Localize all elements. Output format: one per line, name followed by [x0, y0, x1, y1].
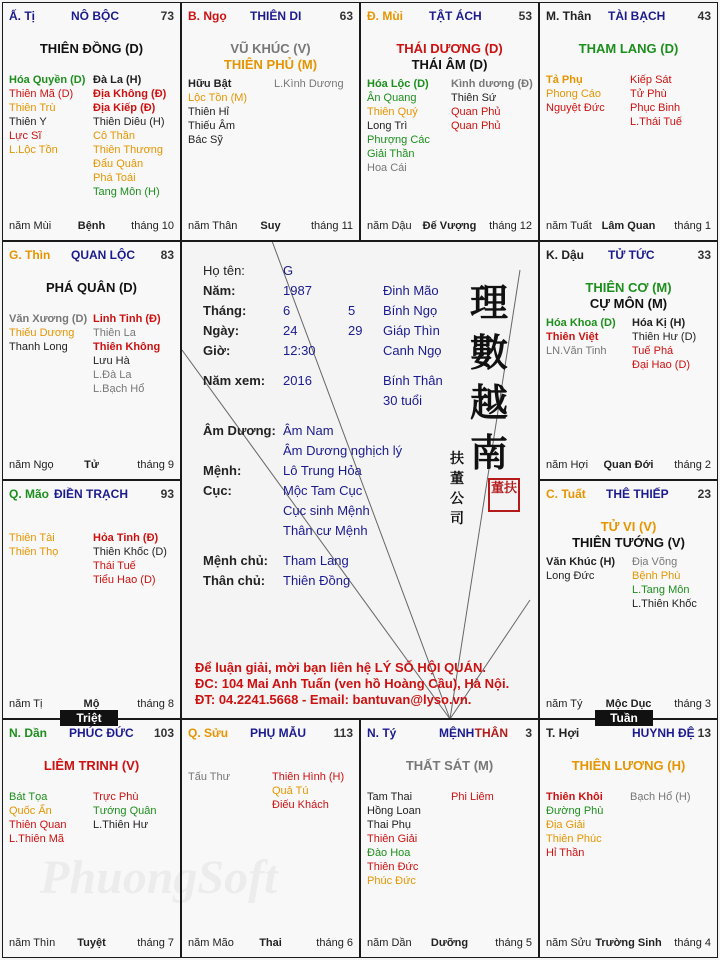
palace-position: M. Thân: [546, 9, 592, 23]
star-item: Hỏa Tinh (Đ): [93, 532, 159, 544]
palace-stage: Mộ: [83, 698, 100, 710]
palace-header: [9, 726, 174, 742]
star-item: Thiếu Dương: [9, 327, 75, 339]
star-item: Lực Sĩ: [9, 130, 42, 142]
star-item: Thiên Khôi: [546, 791, 603, 803]
palace-year: năm Tị: [9, 698, 43, 710]
star-item: Trực Phù: [93, 791, 139, 803]
palace-cell: [360, 719, 539, 958]
star-item: L.Thiên Khốc: [632, 598, 697, 610]
palace-year: năm Thân: [188, 220, 238, 232]
star-item: Hồng Loan: [367, 805, 421, 817]
nam-xem-value: 2016: [283, 373, 312, 388]
main-star: PHÁ QUÂN (D): [46, 280, 137, 295]
star-item: LN.Văn Tinh: [546, 345, 607, 357]
gio-can-chi: Canh Ngọ: [383, 343, 442, 358]
star-item: Bác Sỹ: [188, 134, 223, 146]
palace-month: tháng 9: [137, 459, 174, 471]
star-item: Đào Hoa: [367, 847, 411, 859]
palace-header: [546, 9, 711, 25]
calligraphy-small-3: 公: [450, 491, 464, 507]
palace-age: 13: [697, 726, 711, 740]
palace-age: 93: [160, 487, 174, 501]
left-star-list: [367, 790, 421, 888]
palace-stage: Mộc Dục: [605, 698, 652, 710]
star-item: Thiên Sứ: [451, 92, 497, 104]
thang-am-value: 5: [348, 303, 356, 318]
star-item: Đẩu Quân: [93, 158, 144, 170]
right-star-list: [630, 790, 691, 804]
star-item: Thiên Thọ: [9, 546, 59, 558]
star-item: Tử Phù: [630, 88, 667, 100]
star-item: Thiên Diêu (H): [93, 116, 165, 128]
palace-position: B. Ngọ: [188, 9, 227, 23]
than-chu-label: Thân chủ:: [203, 573, 266, 588]
star-item: L.Kình Dương: [274, 78, 344, 90]
star-item: Long Trì: [367, 120, 408, 132]
right-star-list: [93, 531, 167, 587]
palace-stage: Quan Đới: [603, 459, 654, 471]
palace-cell: [2, 2, 181, 241]
palace-name: NÔ BỘC: [71, 9, 119, 23]
palace-month: tháng 7: [137, 937, 174, 949]
palace-month: tháng 6: [316, 937, 353, 949]
left-star-list: [367, 77, 430, 175]
star-item: Thanh Long: [9, 341, 68, 353]
than-marker: THÂN: [474, 726, 508, 740]
palace-age: 33: [697, 248, 711, 262]
star-item: Tiểu Hao (D): [93, 574, 156, 586]
ho-ten-label: Họ tên:: [203, 263, 245, 278]
star-item: Hỉ Thần: [546, 847, 585, 859]
star-item: Thiên Khốc (D): [93, 546, 167, 558]
palace-position: G. Thìn: [9, 248, 51, 262]
star-item: Thiên La: [93, 327, 136, 339]
palace-stage: Lâm Quan: [601, 220, 656, 232]
palace-position: Q. Mão: [9, 487, 50, 501]
am-duong-value: Âm Nam: [283, 423, 334, 438]
palace-month: tháng 2: [674, 459, 711, 471]
palace-stage: Suy: [260, 220, 281, 232]
star-item: Giải Thần: [367, 148, 415, 160]
star-item: Thiên Không: [93, 341, 161, 353]
palace-month: tháng 10: [131, 220, 174, 232]
right-star-list: [272, 770, 344, 812]
palace-stage: Đế Vượng: [422, 220, 477, 232]
left-star-list: [546, 555, 615, 583]
palace-name: QUAN LỘC: [71, 248, 135, 262]
nam-value: 1987: [283, 283, 312, 298]
palace-year: năm Dậu: [367, 220, 412, 232]
palace-month: tháng 1: [674, 220, 711, 232]
star-item: Thiếu Âm: [188, 120, 236, 132]
palace-age: 23: [697, 487, 711, 501]
palace-name: ĐIỀN TRẠCH: [54, 487, 128, 501]
palace-age: 103: [153, 726, 174, 740]
star-item: Phá Toái: [93, 172, 136, 184]
star-item: Bạch Hổ (H): [630, 791, 691, 803]
star-item: Lưu Hà: [93, 355, 130, 367]
star-item: Thiên Quan: [9, 819, 67, 831]
star-item: Địa Kiếp (Đ): [93, 102, 156, 114]
star-item: Quan Phủ: [451, 120, 501, 132]
star-item: Thiên Việt: [546, 331, 599, 343]
than-chu-value: Thiên Đồng: [283, 573, 351, 588]
left-star-list: [9, 531, 58, 559]
main-star: CỰ MÔN (M): [589, 296, 668, 311]
palace-age: 73: [160, 9, 174, 23]
star-item: Linh Tinh (Đ): [93, 313, 161, 325]
left-star-list: [546, 316, 616, 358]
main-star: THIÊN ĐỒNG (D): [39, 41, 144, 56]
menh-chu-value: Tham Lang: [283, 553, 349, 568]
main-star: TỬ VI (V): [600, 519, 657, 534]
cuc-value: Mộc Tam Cục: [283, 483, 363, 498]
star-item: Hoa Cái: [367, 162, 407, 174]
star-item: L.Thiên Mã: [9, 833, 65, 845]
palace-month: tháng 4: [674, 937, 711, 949]
palace-footer: [367, 937, 532, 951]
star-item: Tướng Quân: [93, 805, 157, 817]
star-item: Tuế Phá: [632, 345, 674, 357]
star-item: Thiên Trù: [9, 102, 56, 114]
palace-month: tháng 11: [310, 220, 353, 232]
star-item: Thiên Hình (H): [272, 771, 345, 783]
calligraphy-small-2: 董: [450, 471, 464, 487]
cuc-label: Cục:: [203, 483, 232, 498]
palace-name: THÊ THIẾP: [606, 487, 669, 501]
star-item: L.Thái Tuế: [630, 116, 682, 128]
star-item: Địa Không (Đ): [93, 88, 167, 100]
right-star-list: [93, 312, 161, 396]
palace-age: 3: [525, 726, 532, 740]
star-item: Phi Liêm: [451, 791, 494, 803]
left-star-list: [546, 790, 603, 860]
main-star: THIÊN PHỦ (M): [223, 57, 318, 72]
watermark-text: PhuongSoft: [40, 851, 278, 904]
palace-cell: [181, 719, 360, 958]
star-item: Thiên Tài: [9, 532, 55, 544]
gio-value: 12:30: [283, 343, 316, 358]
star-item: Thiên Hư (D): [632, 331, 697, 343]
palace-month: tháng 5: [495, 937, 532, 949]
contact-line-3: ĐT: 04.2241.5668 - Email: bantuvan@lyso.vn.: [195, 692, 472, 707]
star-item: Hữu Bật: [188, 78, 232, 90]
star-item: Đà La (H): [93, 74, 142, 86]
nam-xem-can-chi: Bính Thân: [383, 373, 443, 388]
palace-month: tháng 12: [489, 220, 532, 232]
star-item: Văn Khúc (H): [546, 556, 616, 568]
star-item: Thiên Quý: [367, 106, 418, 118]
left-star-list: [188, 770, 230, 784]
main-star: THÁI DƯƠNG (D): [396, 41, 503, 56]
tuoi-value: 30 tuổi: [383, 393, 423, 408]
palace-footer: [546, 220, 711, 234]
palace-year: năm Mùi: [9, 220, 52, 232]
star-item: Cô Thần: [93, 130, 135, 142]
star-item: Phong Cáo: [546, 88, 602, 100]
left-star-list: [9, 790, 66, 846]
palace-stage: Trường Sinh: [595, 937, 662, 949]
palace-position: N. Dần: [9, 726, 48, 740]
palace-name: HUYNH ĐỆ: [632, 726, 695, 740]
ngay-label: Ngày:: [203, 323, 240, 338]
right-star-list: [630, 73, 682, 129]
palace-footer: [546, 459, 711, 473]
cuc-note-1: Cục sinh Mệnh: [283, 503, 370, 518]
menh-value: Lô Trung Hỏa: [283, 463, 362, 478]
right-star-list: [632, 316, 696, 372]
star-item: Quốc Ấn: [9, 805, 52, 817]
star-item: Văn Xương (D): [9, 313, 88, 325]
thang-can-chi: Bính Ngọ: [383, 303, 438, 318]
star-item: Hóa Kị (H): [632, 317, 686, 329]
right-star-list: [632, 555, 697, 611]
star-item: Tả Phụ: [546, 74, 583, 86]
palace-year: năm Tuất: [546, 220, 592, 232]
palace-header: [546, 248, 711, 264]
star-item: L.Đà La: [93, 369, 132, 381]
seal-stamp: 董扶: [488, 478, 520, 512]
palace-position: N. Tý: [367, 726, 397, 740]
star-item: Thiên Hỉ: [188, 106, 229, 118]
palace-name: TÀI BẠCH: [608, 9, 666, 23]
star-item: Phục Binh: [630, 102, 681, 114]
star-item: Thiên Y: [9, 116, 47, 128]
palace-name: TỬ TỨC: [608, 248, 655, 262]
star-item: Hóa Khoa (D): [546, 317, 616, 329]
palace-header: [188, 726, 353, 742]
am-duong-note: Âm Dương nghịch lý: [283, 443, 403, 458]
palace-footer: [9, 937, 174, 951]
palace-stage: Tuyệt: [77, 937, 106, 949]
star-item: L.Thiên Hư: [93, 819, 149, 831]
palace-cell: [2, 241, 181, 480]
right-star-list: [451, 790, 494, 804]
calligraphy-char-1: 理: [470, 280, 509, 325]
calligraphy-char-2: 數: [470, 330, 509, 375]
main-star: THIÊN TƯỚNG (V): [572, 535, 685, 550]
palace-stage: Bệnh: [77, 220, 106, 232]
star-item: Bát Tọa: [9, 791, 48, 803]
palace-age: 83: [160, 248, 174, 262]
palace-header: [367, 726, 532, 742]
calligraphy-small-4: 司: [450, 511, 464, 527]
menh-chu-label: Mệnh chủ:: [203, 553, 268, 568]
right-star-list: [93, 73, 166, 199]
calligraphy-char-4: 南: [470, 430, 509, 475]
star-item: Địa Võng: [632, 556, 678, 568]
star-item: L.Tang Môn: [632, 584, 690, 596]
palace-header: [546, 487, 711, 503]
ho-ten-value: G: [283, 263, 294, 278]
tuan-badge: Tuần: [595, 710, 653, 726]
star-item: Long Đức: [546, 570, 595, 582]
palace-year: năm Ngọ: [9, 459, 54, 471]
palace-year: năm Thìn: [9, 937, 56, 949]
gio-label: Giờ:: [203, 343, 231, 358]
palace-stage: Tử: [84, 459, 99, 471]
star-item: Thiên Đức: [367, 861, 419, 873]
palace-header: [546, 726, 711, 742]
left-star-list: [546, 73, 605, 115]
palace-age: 113: [333, 726, 353, 740]
star-item: Lộc Tồn (M): [188, 92, 248, 104]
palace-month: tháng 8: [137, 698, 174, 710]
star-item: Đường Phù: [546, 805, 604, 817]
cuc-note-2: Thân cư Mệnh: [283, 523, 368, 538]
star-item: Thiên Mã (D): [9, 88, 74, 100]
thang-value: 6: [283, 303, 291, 318]
contact-line-2: ĐC: 104 Mai Anh Tuấn (ven hồ Hoàng Cầu), Hà Nội.: [195, 676, 510, 691]
star-item: Hóa Lộc (D): [367, 78, 429, 90]
left-star-list: [9, 312, 87, 354]
right-star-list: [93, 790, 157, 832]
palace-name: TẬT ÁCH: [429, 9, 482, 23]
palace-cell: [360, 2, 539, 241]
right-star-list: [451, 77, 533, 133]
main-star: VŨ KHÚC (V): [230, 41, 311, 56]
palace-age: 63: [339, 9, 353, 23]
star-item: Bệnh Phù: [632, 570, 681, 582]
palace-position: Ấ. Tị: [9, 9, 35, 23]
palace-cell: [539, 2, 718, 241]
star-item: L.Lộc Tồn: [9, 144, 58, 156]
am-duong-label: Âm Dương:: [203, 423, 276, 438]
palace-cell: [539, 241, 718, 480]
palace-cell: [539, 480, 718, 719]
star-item: Quan Phủ: [451, 106, 501, 118]
star-item: Ân Quang: [367, 92, 417, 104]
palace-name: MỆNH: [439, 726, 475, 740]
palace-position: C. Tuất: [546, 487, 586, 501]
star-item: Tang Môn (H): [93, 186, 160, 198]
palace-cell: [539, 719, 718, 958]
star-item: Kình dương (Đ): [451, 78, 533, 90]
star-item: Điếu Khách: [272, 799, 329, 811]
palace-position: T. Hợi: [546, 726, 580, 740]
star-item: Thiên Giải: [367, 833, 418, 845]
palace-year: năm Sửu: [546, 937, 592, 949]
palace-stage: Dưỡng: [430, 937, 469, 949]
palace-footer: [188, 220, 353, 234]
palace-name: PHỤ MẪU: [250, 726, 306, 740]
palace-footer: [9, 220, 174, 234]
palace-cell: [2, 719, 181, 958]
palace-year: năm Dần: [367, 937, 412, 949]
star-item: Đại Hao (D): [632, 359, 691, 371]
palace-name: THIÊN DI: [250, 9, 302, 23]
nam-label: Năm:: [203, 283, 236, 298]
palace-footer: [9, 459, 174, 473]
main-star: THÁI ÂM (D): [411, 57, 488, 72]
main-star: THẤT SÁT (M): [405, 758, 494, 773]
thang-label: Tháng:: [203, 303, 247, 318]
calligraphy-small-1: 扶: [450, 451, 464, 467]
star-item: Hóa Quyền (D): [9, 74, 86, 86]
nam-xem-label: Năm xem:: [203, 373, 266, 388]
palace-name: PHÚC ĐỨC: [69, 726, 134, 740]
star-item: Địa Giải: [546, 819, 586, 831]
palace-position: Đ. Mùi: [367, 9, 403, 23]
triet-badge: Triệt: [60, 710, 118, 726]
palace-stage: Thai: [259, 937, 282, 949]
ngay-can-chi: Giáp Thìn: [383, 323, 440, 338]
main-star: THAM LANG (D): [578, 41, 679, 56]
ngay-am-value: 29: [348, 323, 363, 338]
palace-header: [9, 9, 174, 25]
palace-year: năm Hợi: [546, 459, 589, 471]
star-item: L.Bạch Hổ: [93, 383, 145, 395]
star-item: Thiên Thương: [93, 144, 164, 156]
palace-cell: [2, 480, 181, 719]
palace-year: năm Mão: [188, 937, 234, 949]
palace-header: [9, 248, 174, 264]
palace-header: [367, 9, 532, 25]
right-star-list: [274, 77, 344, 91]
star-item: Phúc Đức: [367, 875, 416, 887]
menh-label: Mệnh:: [203, 463, 242, 478]
star-item: Tam Thai: [367, 791, 413, 803]
main-star: THIÊN LƯƠNG (H): [571, 758, 686, 773]
palace-position: K. Dậu: [546, 248, 585, 262]
palace-header: [188, 9, 353, 25]
calligraphy-char-3: 越: [470, 380, 509, 425]
star-item: Phượng Các: [367, 134, 430, 146]
palace-footer: [546, 937, 711, 951]
main-star: LIÊM TRINH (V): [43, 758, 140, 773]
star-item: Thái Tuế: [93, 560, 136, 572]
palace-month: tháng 3: [674, 698, 711, 710]
star-item: Kiếp Sát: [630, 74, 672, 86]
star-item: Thai Phụ: [367, 819, 412, 831]
left-star-list: [188, 77, 247, 147]
main-star: THIÊN CƠ (M): [585, 280, 672, 295]
contact-line-1: Để luận giải, mời bạn liên hệ LÝ SỐ HỘI QUÁN.: [195, 660, 486, 675]
palace-age: 53: [518, 9, 532, 23]
palace-footer: [188, 937, 353, 951]
nam-can-chi: Đinh Mão: [383, 283, 439, 298]
palace-position: Q. Sửu: [188, 726, 229, 740]
palace-footer: [367, 220, 532, 234]
palace-age: 43: [697, 9, 711, 23]
ngay-value: 24: [283, 323, 298, 338]
palace-header: [9, 487, 174, 503]
palace-year: năm Tý: [546, 698, 583, 710]
star-item: Nguyệt Đức: [546, 102, 605, 114]
star-item: Thiên Phúc: [546, 833, 602, 845]
star-item: Quả Tú: [272, 785, 309, 797]
palace-cell: [181, 2, 360, 241]
left-star-list: [9, 73, 85, 157]
star-item: Tấu Thư: [188, 771, 231, 783]
